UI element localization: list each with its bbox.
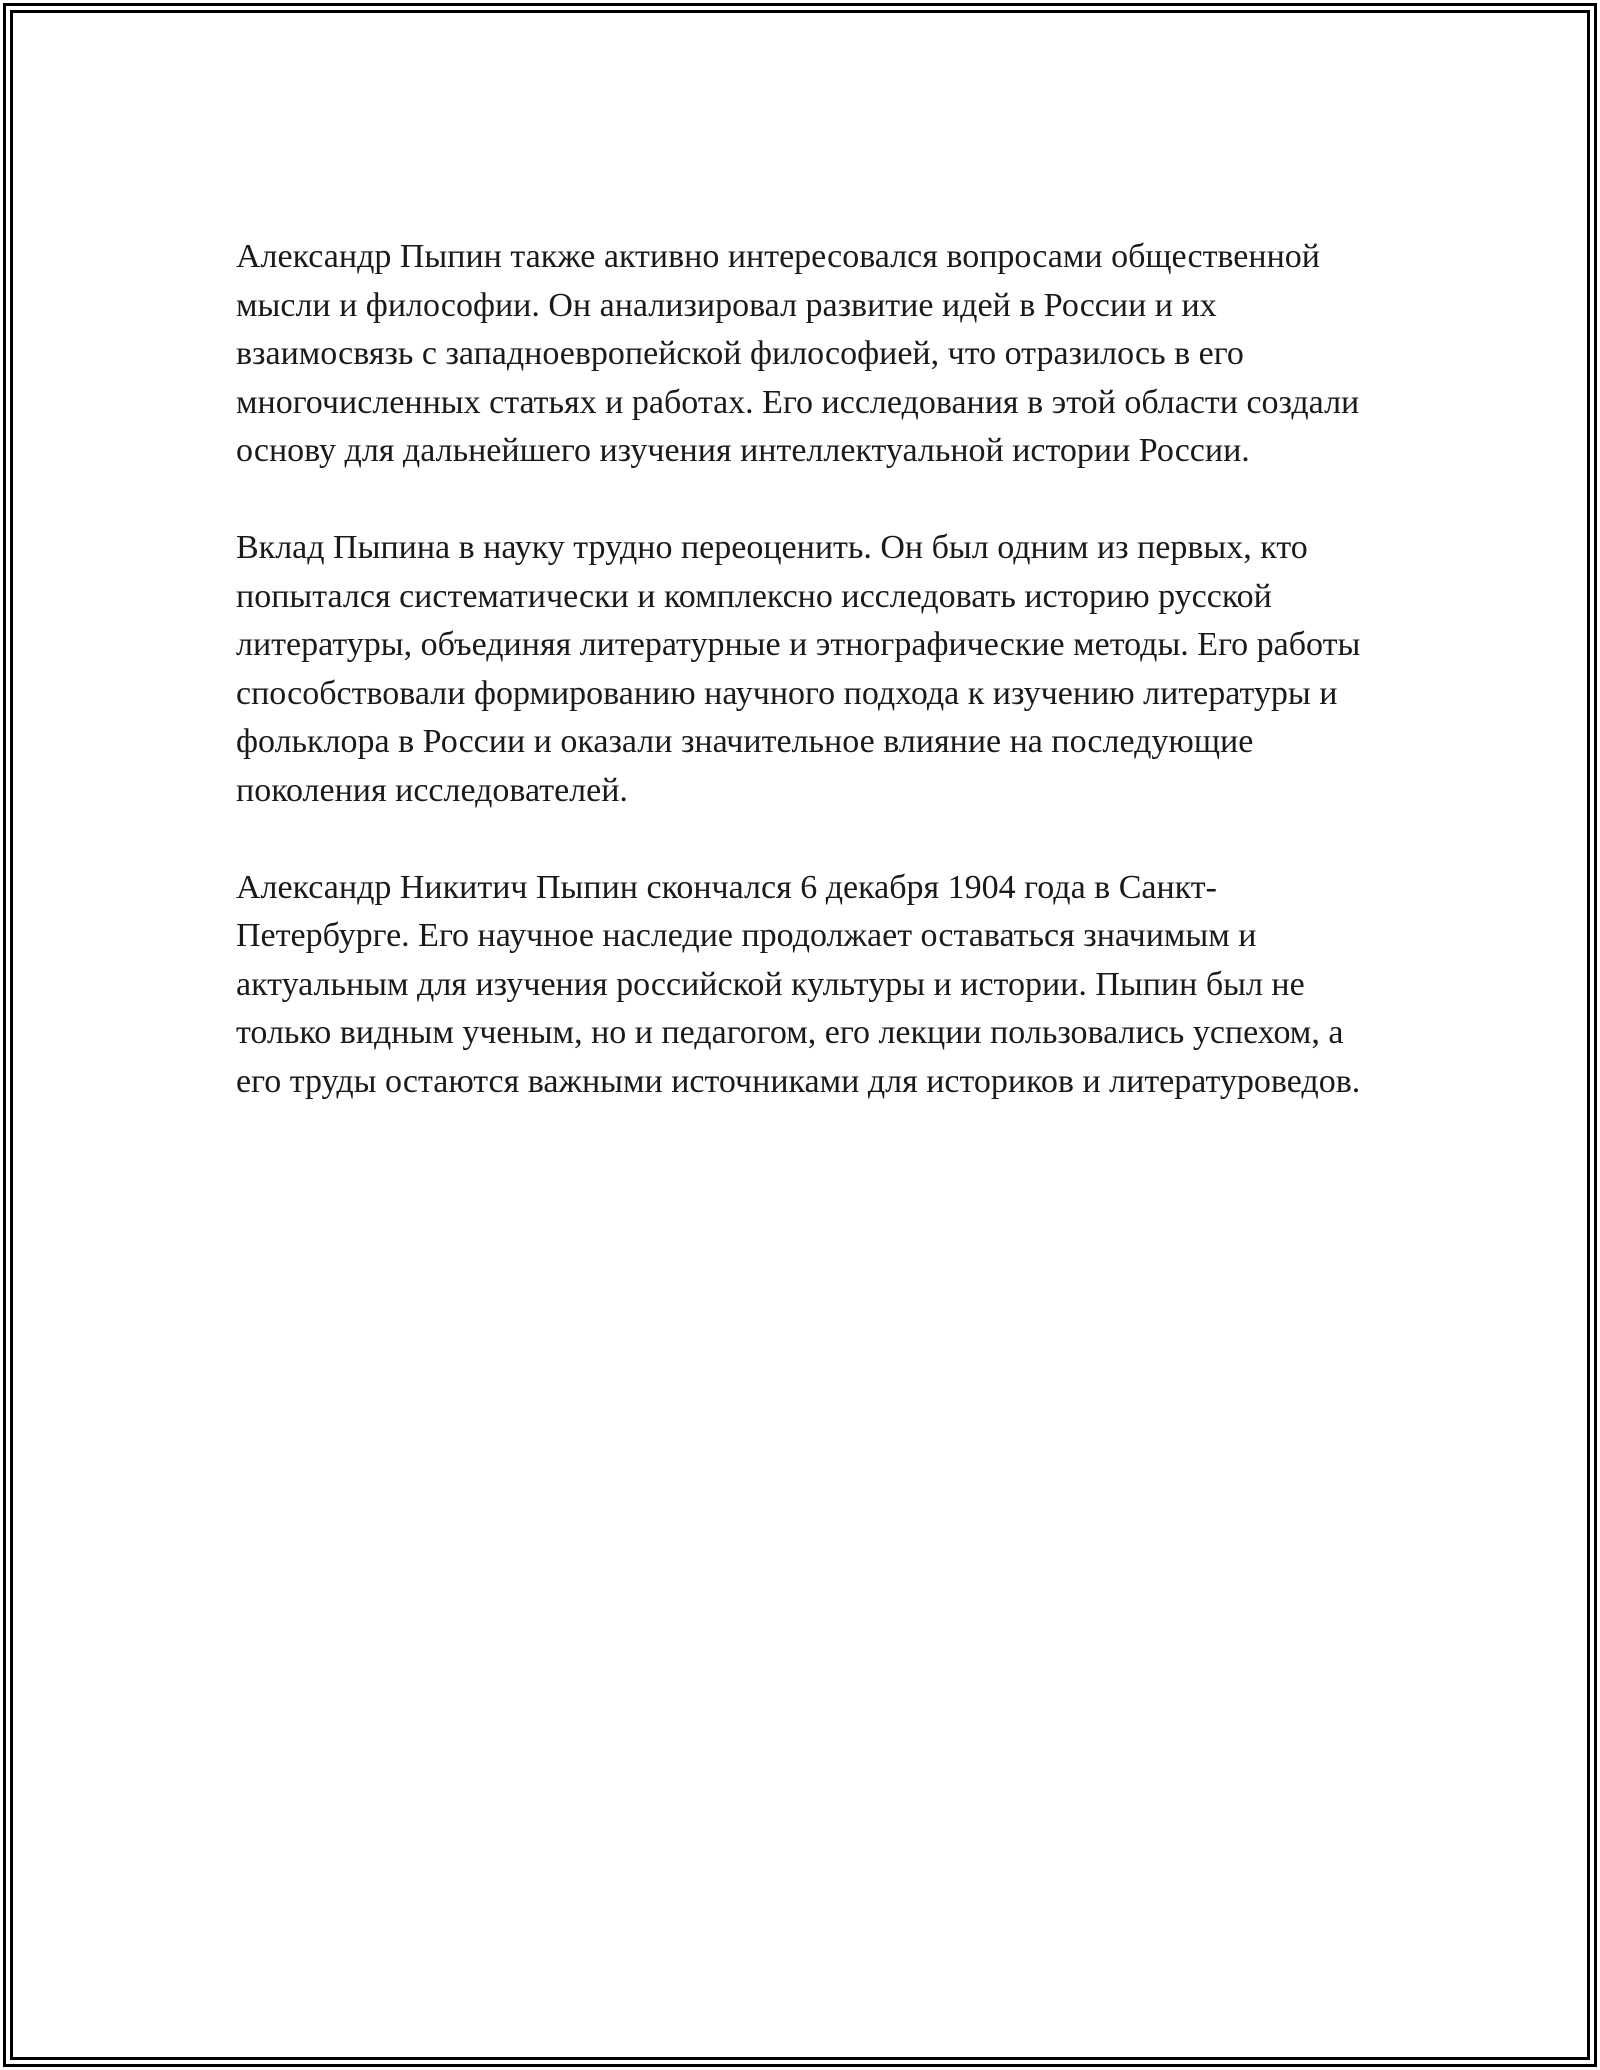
paragraph-1: Александр Пыпин также активно интересовался вопросами общественной мысли и философии. Он анализировал развитие идей в России и их взаимосвязь с западноевропейской философией, что отразилось в его многочисленных статьях и работах. Его исследования в этой области создали основу для дальнейшего изучения интеллектуальной истории России. <box>236 238 1360 469</box>
paragraph-3: Александр Никитич Пыпин скончался 6 декабря 1904 года в Санкт-Петербурге. Его научное наследие продолжает оставаться значимым и актуальным для изучения российской культуры и истории. Пыпин был не только видным ученым, но и педагогом, его лекции пользовались успехом, а его труды остаются важными источниками для историков и литературоведов. <box>236 868 1361 1100</box>
document-body <box>236 233 1366 1155</box>
paragraph-2: Вклад Пыпина в науку трудно переоценить. Он был одним из первых, кто попытался систематически и комплексно исследовать историю русской литературы, объединяя литературные и этнографические методы. Его работы способствовали формированию научного подхода к изучению литературы и фольклора в России и оказали значительное влияние на последующие поколения исследователей. <box>236 529 1361 809</box>
